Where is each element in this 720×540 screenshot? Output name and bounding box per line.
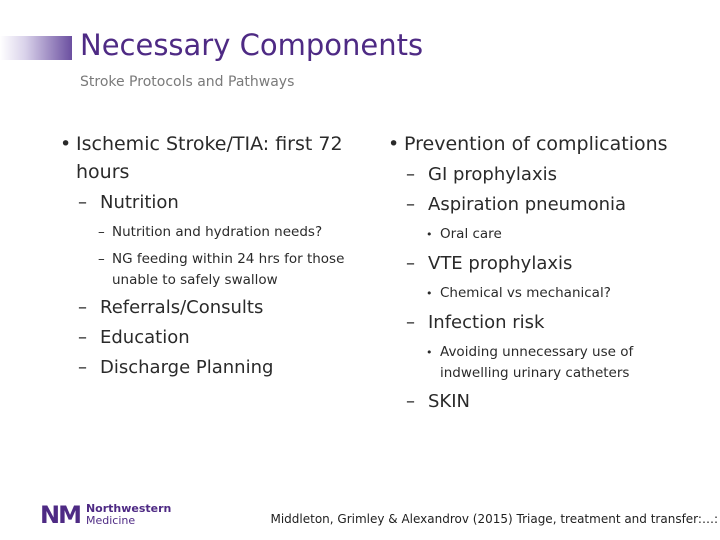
bullet-aspiration: – Aspiration pneumonia	[406, 192, 688, 218]
title-accent-bar	[0, 36, 72, 60]
bullet-chemical: • Chemical vs mechanical?	[426, 283, 688, 304]
slide-title: Necessary Components	[80, 28, 424, 62]
bullet-referrals: – Referrals/Consults	[78, 295, 360, 321]
citation: Middleton, Grimley & Alexandrov (2015) Triage, treatment and transfer:…:	[270, 512, 718, 526]
bullet-ischemic-stroke: • Ischemic Stroke/TIA: first 72 hours	[60, 130, 360, 186]
bullet-infection: – Infection risk	[406, 310, 688, 336]
bullet-oral-care: • Oral care	[426, 224, 688, 245]
bullet-catheters: • Avoiding unnecessary use of indwelling urinary catheters	[426, 342, 688, 383]
northwestern-medicine-logo	[40, 500, 171, 530]
nm-logo-icon: NM	[40, 501, 80, 529]
left-column	[60, 130, 360, 385]
bullet-nutrition: – Nutrition	[78, 190, 360, 216]
bullet-discharge: – Discharge Planning	[78, 355, 360, 381]
logo-line-medicine: Medicine	[85, 514, 136, 527]
slide-subtitle: Stroke Protocols and Pathways	[80, 74, 295, 90]
logo-line-northwestern: Northwestern	[85, 502, 172, 515]
bullet-education: – Education	[78, 325, 360, 351]
bullet-hydration-needs: – Nutrition and hydration needs?	[98, 222, 360, 243]
bullet-ng-feeding: – NG feeding within 24 hrs for those unable to safely swallow	[98, 249, 360, 291]
right-column	[388, 130, 688, 419]
bullet-skin: – SKIN	[406, 389, 688, 415]
bullet-vte: – VTE prophylaxis	[406, 251, 688, 277]
bullet-prevention: • Prevention of complications	[388, 130, 688, 158]
bullet-gi-prophylaxis: – GI prophylaxis	[406, 162, 688, 188]
logo-wordmark	[86, 503, 171, 527]
